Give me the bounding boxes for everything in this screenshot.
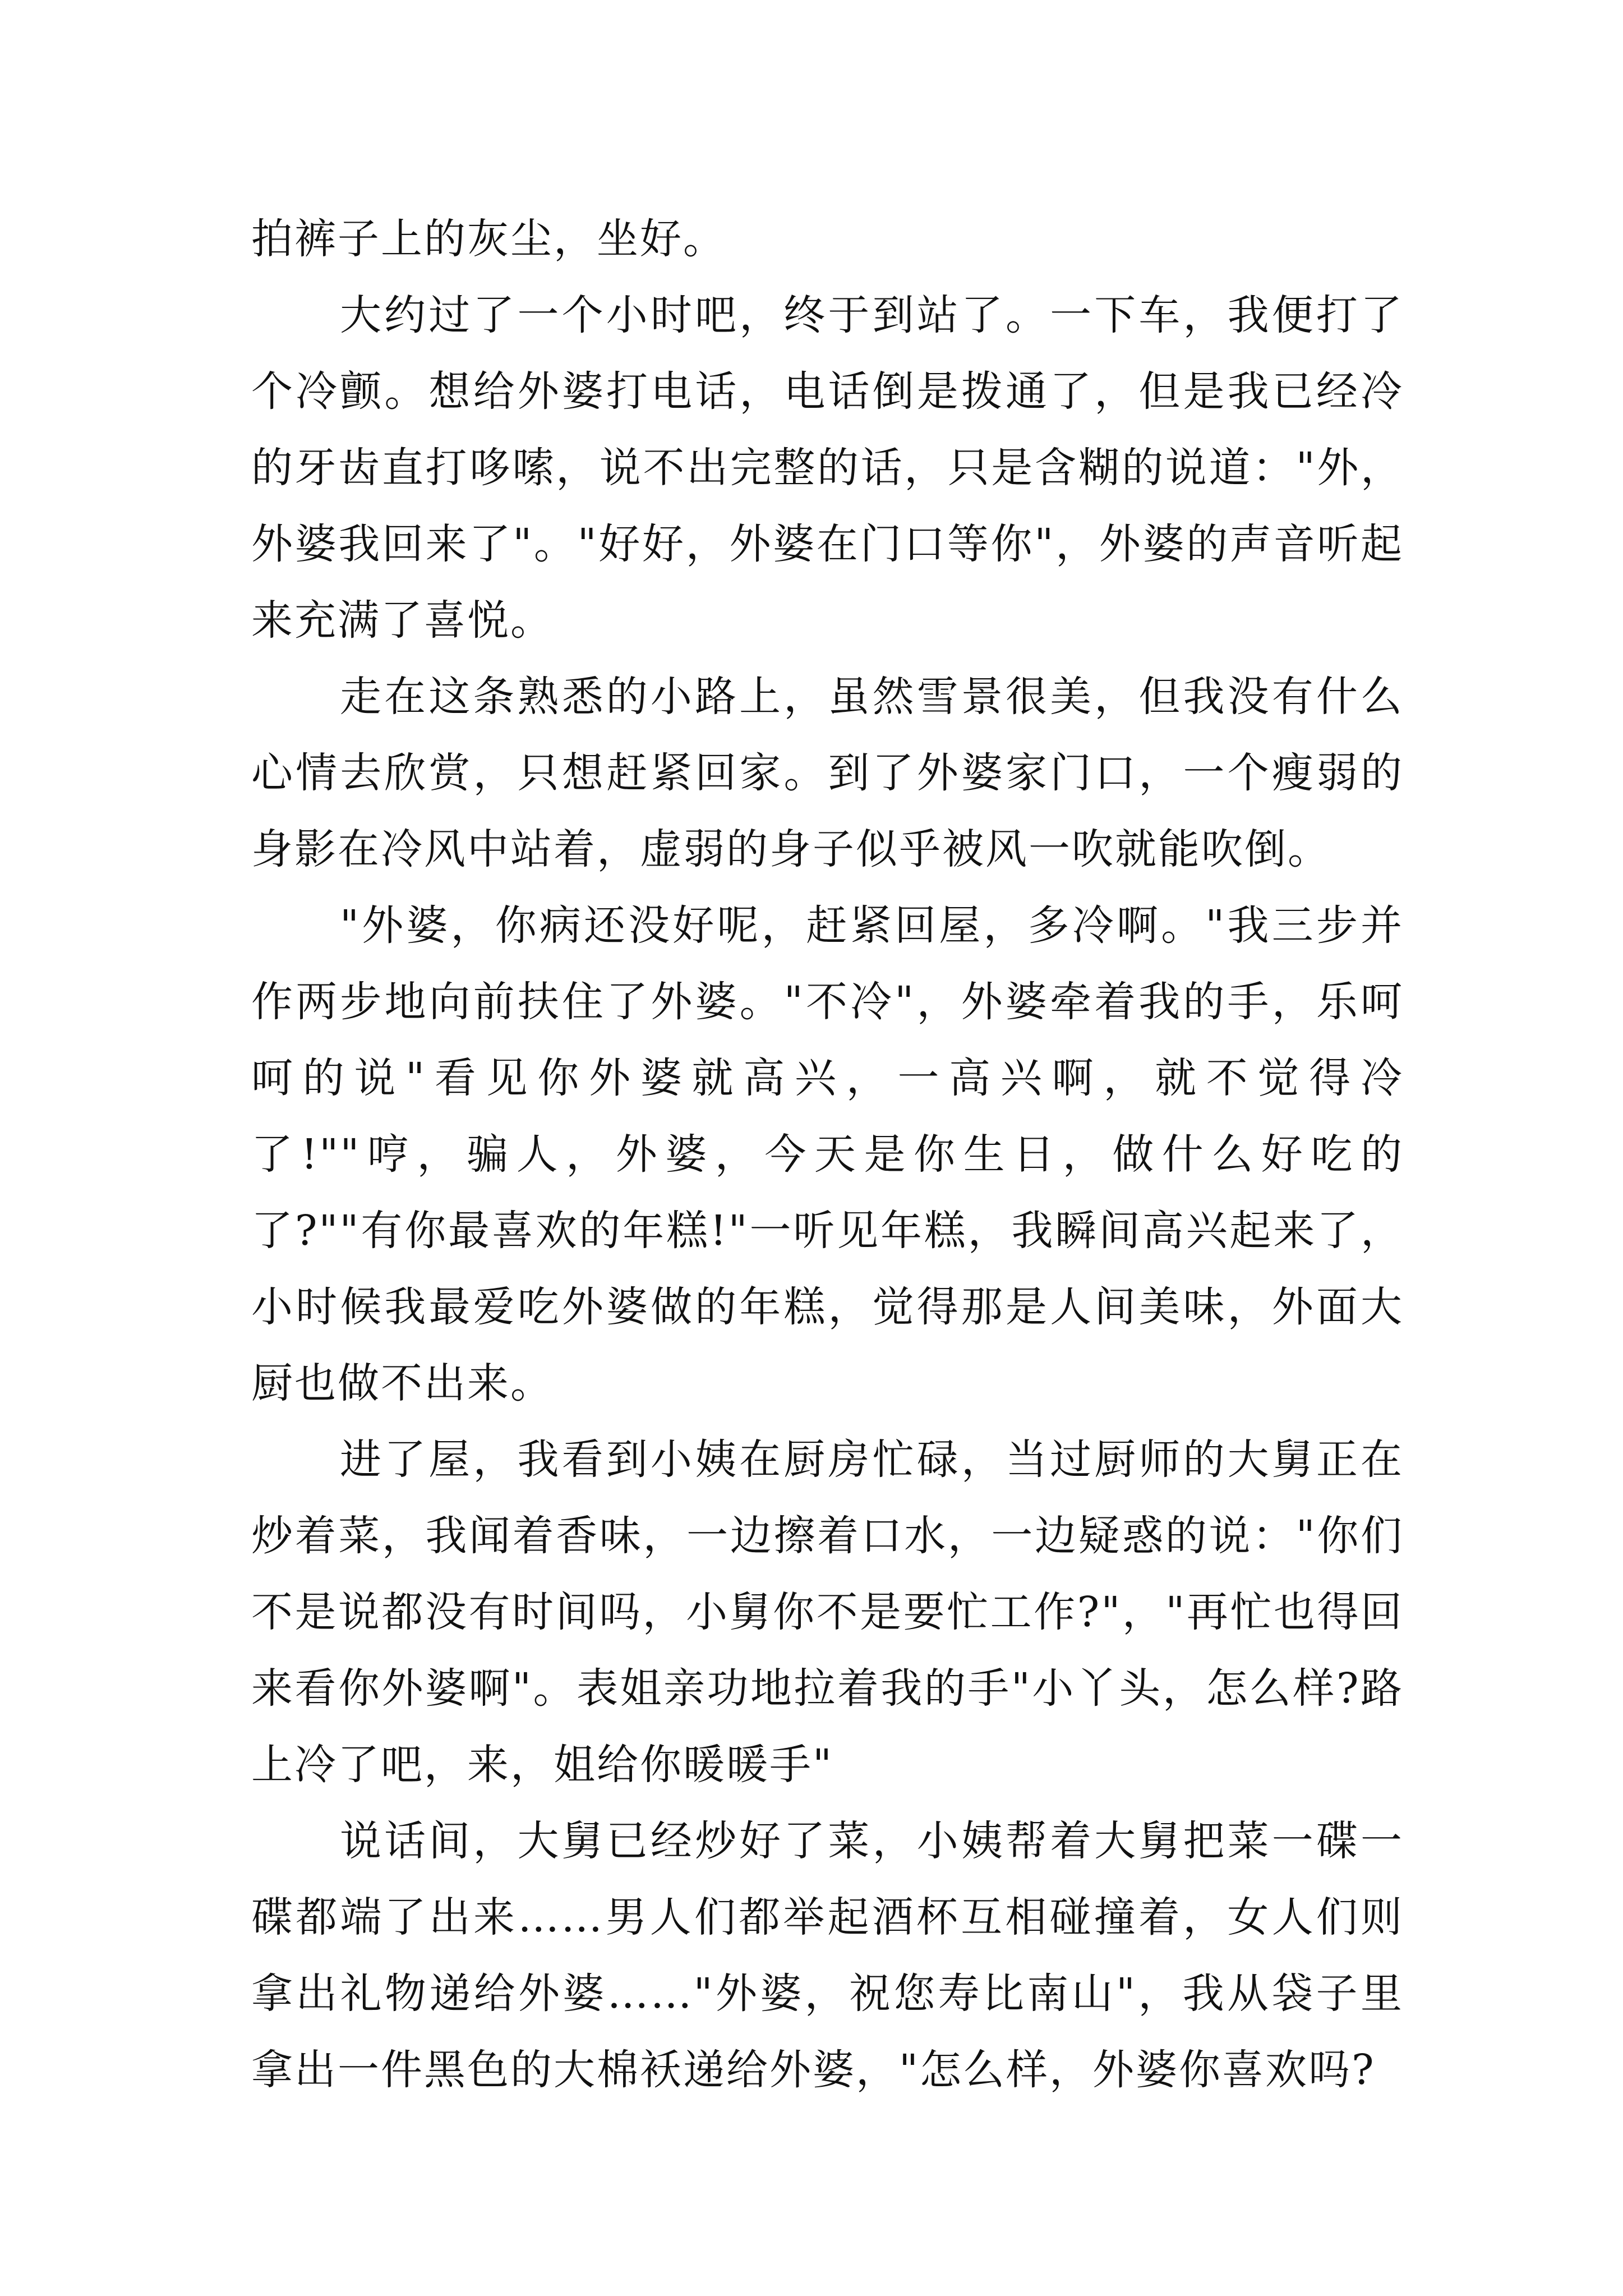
- paragraph-5: 进了屋，我看到小姨在厨房忙碌，当过厨师的大舅正在炒着菜，我闻着香味，一边擦着口水，一边疑惑的说："你们不是说都没有时间吗，小舅你不是要忙工作?"，"再忙也得回来看你外婆啊"。表姐亲功地拉着我的手"小丫头，怎么样?路上冷了吧，来，姐给你暖暖手": [251, 1435, 1404, 1789]
- paragraph-4: "外婆，你病还没好呢，赶紧回屋，多冷啊。"我三步并作两步地向前扶住了外婆。"不冷"，外婆牵着我的手，乐呵呵的说"看见你外婆就高兴，一高兴啊，就不觉得冷了!""哼，骗人，外婆，今天是你生日，做什么好吃的了?""有你最喜欢的年糕!"一听见年糕，我瞬间高兴起来了，小时候我最爱吃外婆做的年糕，觉得那是人间美味，外面大厨也做不出来。: [251, 901, 1404, 1407]
- paragraph-3: 走在这条熟悉的小路上，虽然雪景很美，但我没有什么心情去欣赏，只想赶紧回家。到了外婆家门口，一个瘦弱的身影在冷风中站着，虚弱的身子似乎被风一吹就能吹倒。: [251, 673, 1404, 873]
- body-text: [251, 201, 1404, 2108]
- paragraph-6: 说话间，大舅已经炒好了菜，小姨帮着大舅把菜一碟一碟都端了出来……男人们都举起酒杯互相碰撞着，女人们则拿出礼物递给外婆……"外婆，祝您寿比南山"，我从袋子里拿出一件黑色的大棉袄递给外婆，"怎么样，外婆你喜欢吗?: [251, 1817, 1404, 2094]
- paragraph-1: 拍裤子上的灰尘，坐好。: [251, 215, 726, 263]
- paragraph-2: 大约过了一个小时吧，终于到站了。一下车，我便打了个冷颤。想给外婆打电话，电话倒是拨通了，但是我已经冷的牙齿直打哆嗦，说不出完整的话，只是含糊的说道："外，外婆我回来了"。"好好，外婆在门口等你"，外婆的声音听起来充满了喜悦。: [251, 291, 1404, 645]
